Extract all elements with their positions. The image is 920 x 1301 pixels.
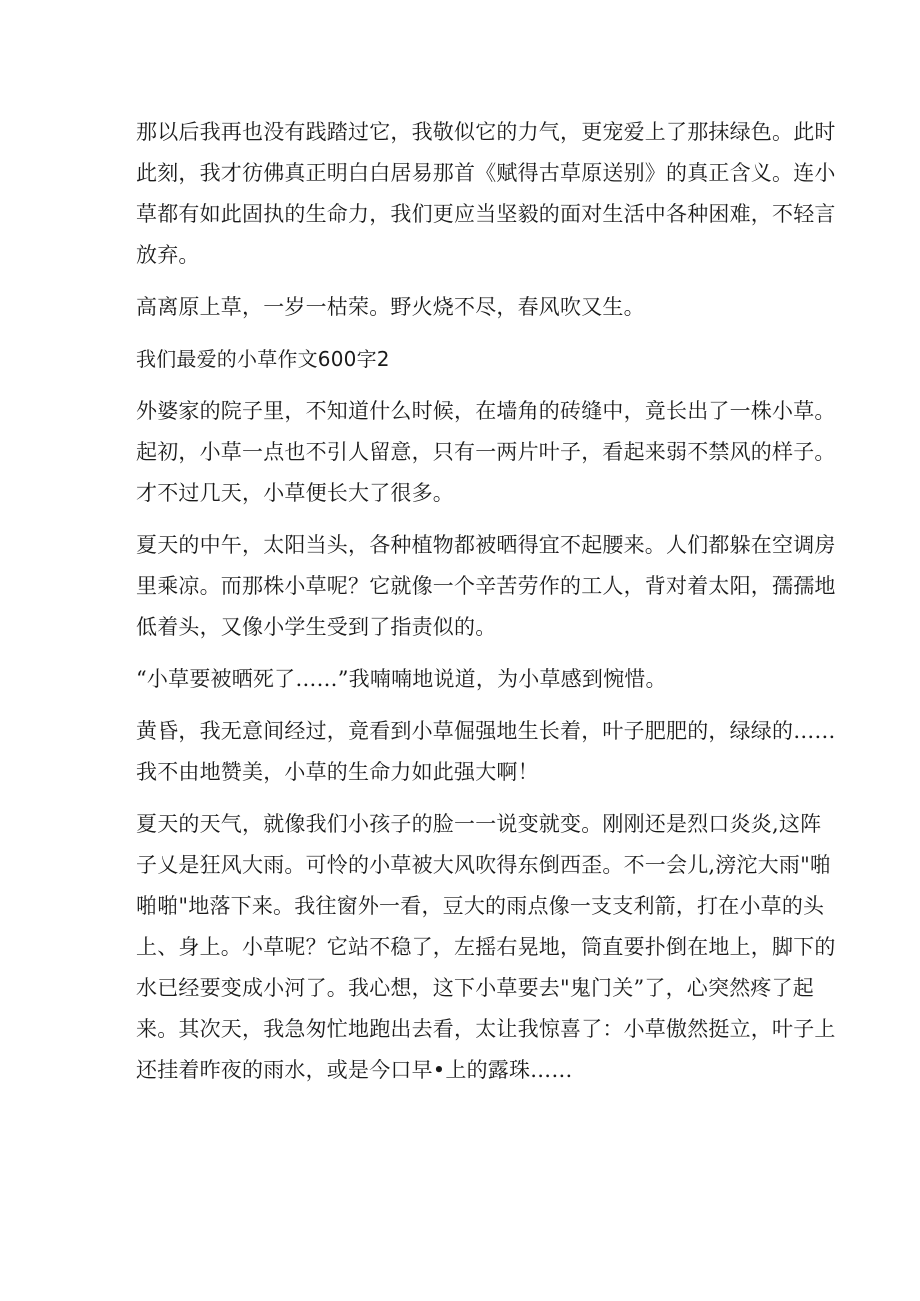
text-line: 才不过几天，小草便长大了很多。 xyxy=(136,481,454,505)
text-line: 此刻，我才彷佛真正明白白居易那首《赋得古草原送别》的真正含义。连小 xyxy=(136,161,836,185)
text-line: 还挂着昨夜的雨水，或是今口早•上的露珠…… xyxy=(136,1058,573,1082)
text-line: 黄昏，我无意间经过，竟看到小草倔强地生长着，叶子肥肥的，绿绿的…… xyxy=(136,719,836,743)
paragraph xyxy=(136,112,836,276)
text-line: 啪啪"地落下来。我往窗外一看，豆大的雨点像一支支利箭，打在小草的头 xyxy=(136,894,825,918)
text-line: 来。其次天，我急匆忙地跑出去看，太让我惊喜了：小草傲然挺立，叶子上 xyxy=(136,1017,836,1041)
paragraph xyxy=(136,391,836,514)
heading-text: 我们最爱的小草作文600字2 xyxy=(136,347,390,371)
text-line: 草都有如此固执的生命力，我们更应当坚毅的面对生活中各种困难，不轻言 xyxy=(136,202,836,226)
text-line: 我不由地赞美，小草的生命力如此强大啊！ xyxy=(136,760,539,784)
text-line: 上、身上。小草呢？它站不稳了，左摇右晃地，筒直要扑倒在地上，脚下的 xyxy=(136,935,836,959)
text-line: 夏天的中午，太阳当头，各种植物都被晒得宜不起腰来。人们都躲在空调房 xyxy=(136,533,836,557)
document-body xyxy=(136,112,836,1091)
paragraph xyxy=(136,659,796,700)
text-line: 夏天的天气，就像我们小孩子的脸一一说变就变。刚刚还是烈口炎炎,这阵 xyxy=(136,812,822,836)
poem-line xyxy=(136,287,796,328)
text-line: “小草要被晒死了……”我喃喃地说道，为小草感到惋惜。 xyxy=(136,667,667,691)
text-line: 外婆家的院子里，不知道什么时候，在墙角的砖缝中，竟长出了一株小草。 xyxy=(136,399,836,423)
text-line: 水已经要变成小河了。我心想，这下小草要去"鬼门关”了，心突然疼了起 xyxy=(136,976,814,1000)
text-line: 里乘凉。而那株小草呢？它就像一个辛苦劳作的工人，背对着太阳，孺孺地 xyxy=(136,574,836,598)
paragraph xyxy=(136,525,836,648)
text-line: 子乂是狂风大雨。可怜的小草被大风吹得东倒西歪。不一会儿,滂沱大雨"啪 xyxy=(136,853,832,877)
paragraph xyxy=(136,711,836,793)
text-line: 低着头，又像小学生受到了指责似的。 xyxy=(136,615,497,639)
section-heading xyxy=(136,339,796,380)
text-line: 放弃。 xyxy=(136,243,200,267)
text-line: 那以后我再也没有践踏过它，我敬似它的力气，更宠爱上了那抹绿色。此时 xyxy=(136,120,836,144)
text-line: 高离原上草，一岁一枯荣。野火烧不尽，春风吹又生。 xyxy=(136,295,645,319)
text-line: 起初，小草一点也不引人留意，只有一两片叶子，看起来弱不禁风的样子。 xyxy=(136,440,836,464)
paragraph xyxy=(136,804,836,1091)
